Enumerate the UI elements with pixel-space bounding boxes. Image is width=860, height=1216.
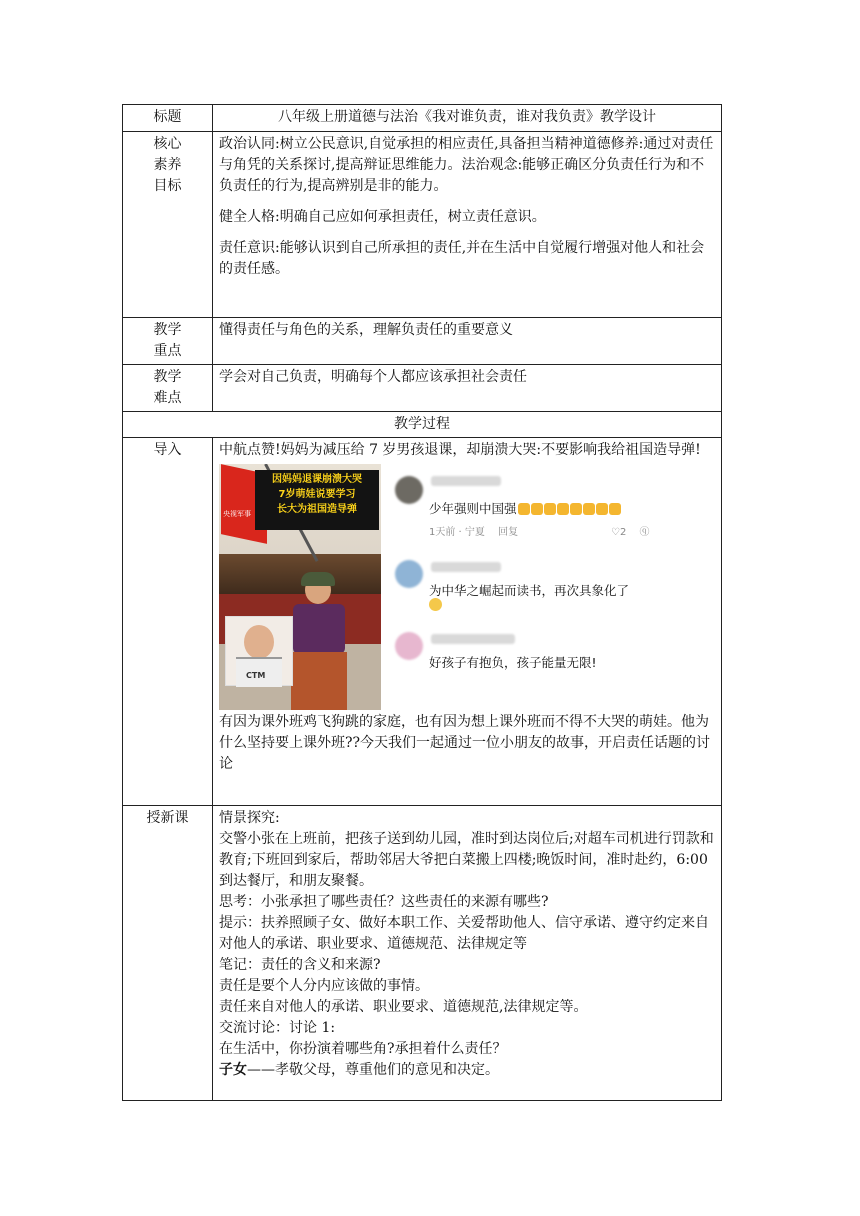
lesson-line: 思考：小张承担了哪些责任？这些责任的来源有哪些? <box>219 894 549 910</box>
key-points-row <box>123 318 722 365</box>
comment-text: 好孩子有抱负，孩子能量无限! <box>429 655 597 670</box>
lesson-line: 责任来自对他人的承诺、职业要求、道德规范,法律规定等。 <box>219 999 588 1015</box>
inset-photo <box>225 616 293 686</box>
poster-banner <box>255 470 379 530</box>
avatar <box>395 632 423 660</box>
key-points-label-line: 教学 <box>153 322 182 338</box>
avatar <box>395 476 423 504</box>
document-title: 八年级上册道德与法治《我对谁负责，谁对我负责》教学设计 <box>213 105 722 132</box>
key-points-label-line: 重点 <box>153 343 182 359</box>
lesson-line: 提示：扶养照顾子女、做好本职工作、关爱帮助他人、信守承诺、遵守约定来自对他人的承诺、职业要求、道德规范、法律规定等 <box>219 915 709 952</box>
intro-headline: 中航点赞!妈妈为减压给 7 岁男孩退课，却崩溃大哭:不要影响我给祖国造导弹! <box>219 442 701 458</box>
goals-content <box>213 132 722 318</box>
lesson-line: 情景探究: <box>219 810 280 826</box>
goals-label-line: 核心 <box>153 136 182 152</box>
title-label: 标题 <box>123 105 213 132</box>
comment-meta <box>429 522 528 543</box>
new-lesson-row <box>123 806 722 1101</box>
lesson-line: 交警小张在上班前，把孩子送到幼儿园，准时到达岗位后;对超车司机进行罚款和教育;下班回到家后，帮助邻居大爷把白菜搬上四楼;晚饭时间，准时赴约，6:00 到达餐厅，和朋友聚餐。 <box>219 831 714 889</box>
comment-time: 1天前 · 宁夏 <box>429 527 485 538</box>
like-count[interactable] <box>611 522 650 543</box>
goal-paragraph: 政治认同:树立公民意识,自觉承担的相应责任,具备担当精神道德修养:通过对责任与角凭的关系探讨,提高辩证思维能力。法治观念:能够正确区分负责任行为和不负责任的行为,提高辨别是非的能力。 <box>219 136 714 194</box>
emoji-icon <box>429 598 442 611</box>
new-lesson-content <box>213 806 722 1101</box>
avatar <box>395 560 423 588</box>
role-label: 子女 <box>219 1062 247 1078</box>
blurred-username <box>431 634 515 644</box>
goals-row <box>123 132 722 318</box>
role-duty: ——孝敬父母，尊重他们的意见和决定。 <box>247 1062 499 1078</box>
title-row <box>123 105 722 132</box>
difficult-points-label-line: 难点 <box>153 390 182 406</box>
difficult-points-label <box>123 365 213 412</box>
lesson-line: 责任是要个人分内应该做的事情。 <box>219 978 429 994</box>
intro-content <box>213 438 722 806</box>
process-heading: 教学过程 <box>123 412 722 438</box>
child-figure <box>283 576 353 710</box>
key-points-label <box>123 318 213 365</box>
reply-link[interactable]: 回复 <box>498 527 519 538</box>
poster-line: 长大为祖国造导弹 <box>277 504 357 515</box>
goal-paragraph: 责任意识:能够认识到自己所承担的责任,并在生活中自觉履行增强对他人和社会的责任感。 <box>219 240 705 277</box>
difficult-points-text: 学会对自己负责，明确每个人都应该承担社会责任 <box>213 365 722 412</box>
poster-line: 因妈妈退课崩溃大哭 <box>272 474 362 485</box>
blurred-username <box>431 476 501 486</box>
difficult-points-row <box>123 365 722 412</box>
key-points-text: 懂得责任与角色的关系，理解负责任的重要意义 <box>213 318 722 365</box>
inset-shirt-text: CTM <box>246 671 266 680</box>
comment-text: 为中华之崛起而读书，再次具象化了 <box>429 583 630 598</box>
poster-badge: 央视军事 <box>223 510 251 518</box>
lesson-plan-table <box>122 104 722 1101</box>
comment-text <box>429 498 621 519</box>
new-lesson-label: 授新课 <box>123 806 213 1101</box>
difficult-points-label-line: 教学 <box>153 369 182 385</box>
lesson-line: 交流讨论：讨论 1: <box>219 1020 336 1036</box>
intro-label: 导入 <box>123 438 213 806</box>
goals-label-line: 目标 <box>153 178 182 194</box>
lesson-line: 在生活中，你扮演着哪些角?承担着什么责任？ <box>219 1041 507 1057</box>
lesson-line: 笔记：责任的含义和来源? <box>219 957 381 973</box>
goals-label <box>123 132 213 318</box>
comment-text-content: 少年强则中国强 <box>429 501 517 516</box>
intro-row <box>123 438 722 806</box>
blurred-username <box>431 562 501 572</box>
poster-line: 7岁萌娃说要学习 <box>278 489 356 500</box>
dislike-icon[interactable]: ⓠ <box>639 527 650 538</box>
intro-closing: 有因为课外班鸡飞狗跳的家庭，也有因为想上课外班而不得不大哭的萌娃。他为什么坚持要上课外班??今天我们一起通过一位小朋友的故事，开启责任话题的讨论 <box>219 714 711 772</box>
process-heading-row <box>123 412 722 438</box>
heart-icon[interactable]: ♡2 <box>611 527 627 538</box>
news-poster <box>219 464 381 710</box>
lesson-line <box>219 1060 715 1081</box>
news-image <box>219 464 659 710</box>
goal-paragraph: 健全人格:明确自己应如何承担责任，树立责任意识。 <box>219 209 546 225</box>
comment-list <box>391 464 659 710</box>
goals-label-line: 素养 <box>153 157 182 173</box>
